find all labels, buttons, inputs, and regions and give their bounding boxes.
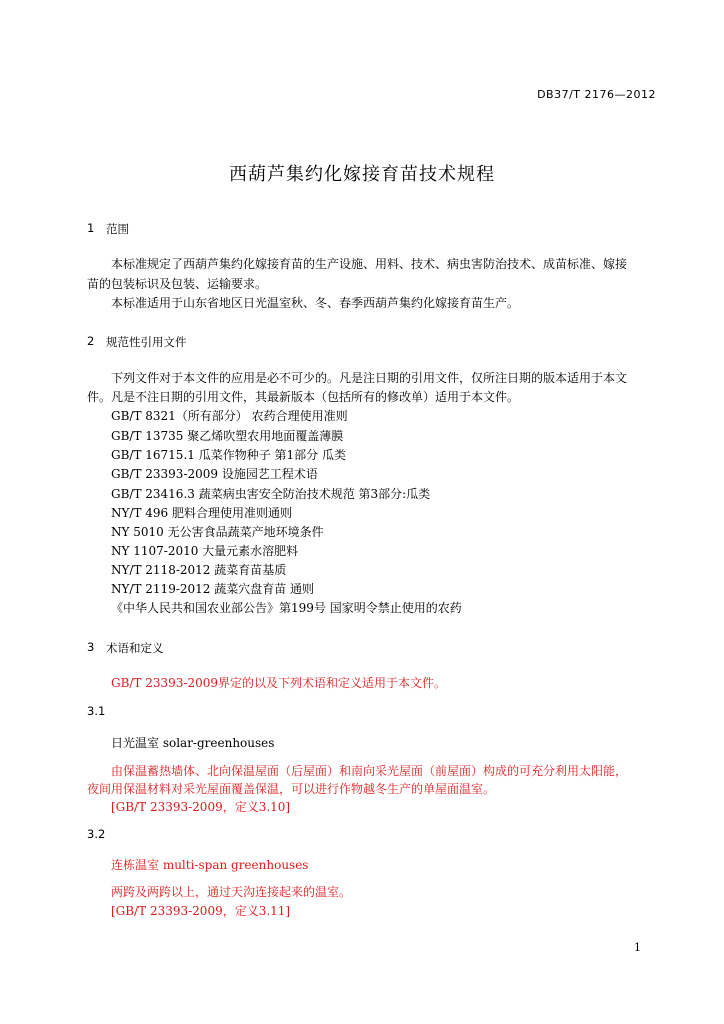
term-3-1-number: 3.1 [87, 704, 106, 718]
term-3-2-number: 3.2 [87, 827, 106, 841]
section-1-heading: 范围 [106, 222, 129, 236]
section-1-para-1-line-2: 苗的包装标识及包装、运输要求。 [87, 277, 268, 291]
term-3-1-source: [GB/T 23393-2009，定义3.10] [111, 800, 291, 814]
term-3-1-definition-line-1: 由保温蓄热墙体、北向保温屋面（后屋面）和南向采光屋面（前屋面）构成的可充分利用太阳能， [111, 764, 628, 778]
reference-item: 《中华人民共和国农业部公告》第199号 国家明令禁止使用的农药 [111, 601, 462, 615]
reference-item: GB/T 16715.1 瓜菜作物种子 第1部分 瓜类 [111, 448, 346, 462]
term-3-2-source: [GB/T 23393-2009，定义3.11] [111, 904, 291, 918]
reference-item: GB/T 13735 聚乙烯吹塑农用地面覆盖薄膜 [111, 429, 344, 443]
section-2-number: 2 [87, 334, 95, 348]
reference-item: NY 1107-2010 大量元素水溶肥料 [111, 544, 299, 558]
section-1-para-2: 本标准适用于山东省地区日光温室秋、冬、春季西葫芦集约化嫁接育苗生产。 [111, 296, 520, 310]
reference-item: NY/T 496 肥料合理使用准则通则 [111, 506, 293, 520]
page-title: 西葫芦集约化嫁接育苗技术规程 [229, 164, 495, 185]
section-1-number: 1 [87, 221, 95, 235]
document-code: DB37/T 2176—2012 [537, 88, 656, 101]
term-3-2-title: 连栋温室 multi-span greenhouses [111, 858, 309, 872]
reference-item: NY/T 2119-2012 蔬菜穴盘育苗 通则 [111, 582, 315, 596]
section-2-intro-line-1: 下列文件对于本文件的应用是必不可少的。凡是注日期的引用文件，仅所注日期的版本适用于本文 [111, 371, 628, 385]
section-3-intro: GB/T 23393-2009界定的以及下列术语和定义适用于本文件。 [111, 676, 447, 690]
page-number: 1 [634, 941, 641, 954]
reference-item: NY/T 2118-2012 蔬菜育苗基质 [111, 563, 287, 577]
term-3-2-definition: 两跨及两跨以上，通过天沟连接起来的温室。 [111, 885, 352, 899]
reference-item: GB/T 8321（所有部分） 农药合理使用准则 [111, 409, 348, 423]
section-1-para-1-line-1: 本标准规定了西葫芦集约化嫁接育苗的生产设施、用料、技术、病虫害防治技术、成苗标准、嫁接 [111, 257, 628, 271]
section-2-heading: 规范性引用文件 [106, 335, 187, 349]
reference-item: GB/T 23393-2009 设施园艺工程术语 [111, 467, 318, 481]
term-3-1-definition-line-2: 夜间用保温材料对采光屋面覆盖保温，可以进行作物越冬生产的单屋面温室。 [87, 782, 496, 796]
term-3-1-title: 日光温室 solar-greenhouses [111, 736, 275, 750]
reference-item: NY 5010 无公害食品蔬菜产地环境条件 [111, 525, 324, 539]
reference-item: GB/T 23416.3 蔬菜病虫害安全防治技术规范 第3部分:瓜类 [111, 487, 431, 501]
section-2-intro-line-2: 件。凡是不注日期的引用文件，其最新版本（包括所有的修改单）适用于本文件。 [87, 390, 520, 404]
section-3-number: 3 [87, 640, 95, 654]
section-3-heading: 术语和定义 [106, 641, 164, 655]
